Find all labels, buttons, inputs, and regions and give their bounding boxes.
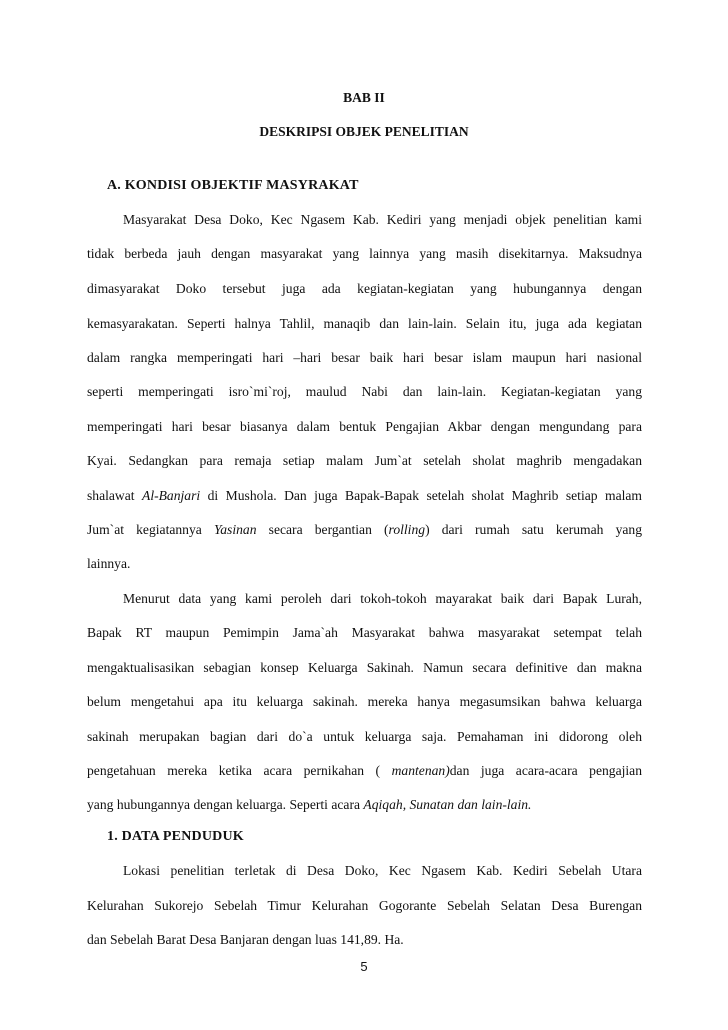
paragraph-line — [87, 762, 642, 779]
paragraph-line — [87, 521, 642, 538]
section-1-heading: 1. DATA PENDUDUK — [107, 829, 244, 844]
italic-term: Aqiqah, Sunatan dan lain-lain. — [363, 797, 532, 812]
paragraph-line: Menurut data yang kami peroleh dari tokoh-tokoh mayarakat baik dari Bapak Lurah, — [123, 591, 642, 606]
section-a-heading: A. KONDISI OBJEKTIF MASYRAKAT — [107, 178, 359, 193]
paragraph-line: mengaktualisasikan sebagian konsep Keluarga Sakinah. Namun secara definitive dan makna — [87, 660, 642, 675]
paragraph-line: sakinah merupakan bagian dari do`a untuk keluarga saja. Pemahaman ini didorong oleh — [87, 729, 642, 744]
paragraph-line: belum mengetahui apa itu keluarga sakinah. mereka hanya megasumsikan bahwa keluarga — [87, 694, 642, 709]
paragraph-line: Kelurahan Sukorejo Sebelah Timur Kelurahan Gogorante Sebelah Selatan Desa Burengan — [87, 898, 642, 913]
text-run: shalawat — [87, 488, 143, 503]
text-run: yang hubungannya dengan keluarga. Seperti acara — [87, 797, 364, 812]
paragraph-line: Bapak RT maupun Pemimpin Jama`ah Masyarakat bahwa masyarakat setempat telah — [87, 625, 642, 640]
paragraph-line: tidak berbeda jauh dengan masyarakat yang lainnya yang masih disekitarnya. Maksudnya — [87, 246, 642, 261]
paragraph-line: dan Sebelah Barat Desa Banjaran dengan luas 141,89. Ha. — [87, 932, 404, 947]
chapter-label: BAB II — [343, 90, 385, 105]
paragraph-line: seperti memperingati isro`mi`roj, maulud Nabi dan lain-lain. Kegiatan-kegiatan yang — [87, 384, 642, 399]
text-run: di Mushola. Dan juga Bapak-Bapak setelah sholat Maghrib setiap malam — [200, 488, 642, 503]
paragraph-line: dalam rangka memperingati hari –hari besar baik hari besar islam maupun hari nasional — [87, 350, 642, 365]
text-run: ) dari rumah satu kerumah yang — [425, 522, 642, 537]
paragraph-line: lainnya. — [87, 556, 131, 571]
chapter-title: DESKRIPSI OBJEK PENELITIAN — [259, 124, 469, 139]
paragraph-line: Masyarakat Desa Doko, Kec Ngasem Kab. Kediri yang menjadi objek penelitian kami — [123, 212, 642, 227]
paragraph-line: kemasyarakatan. Seperti halnya Tahlil, manaqib dan lain-lain. Selain itu, juga ada kegiatan — [87, 316, 642, 331]
text-run: secara bergantian ( — [256, 522, 389, 537]
italic-term: rolling — [388, 522, 426, 537]
text-run: pengetahuan mereka ketika acara pernikahan ( — [87, 763, 392, 778]
paragraph-line — [87, 487, 642, 504]
text-run: Jum`at kegiatannya — [87, 522, 214, 537]
paragraph-line: dimasyarakat Doko tersebut juga ada kegiatan-kegiatan yang hubungannya dengan — [87, 281, 642, 296]
text-run: dan juga acara-acara pengajian — [449, 763, 642, 778]
paragraph-line: memperingati hari besar biasanya dalam bentuk Pengajian Akbar dengan mengundang para — [87, 419, 642, 434]
paragraph-line — [87, 796, 642, 813]
paragraph-line: Lokasi penelitian terletak di Desa Doko, Kec Ngasem Kab. Kediri Sebelah Utara — [123, 863, 642, 878]
italic-term: Yasinan — [213, 522, 257, 537]
italic-term: mantenan) — [391, 763, 450, 778]
italic-term: Al-Banjari — [142, 488, 201, 503]
paragraph-line: Kyai. Sedangkan para remaja setiap malam Jum`at setelah sholat maghrib mengadakan — [87, 453, 642, 468]
page-number: 5 — [360, 959, 368, 974]
